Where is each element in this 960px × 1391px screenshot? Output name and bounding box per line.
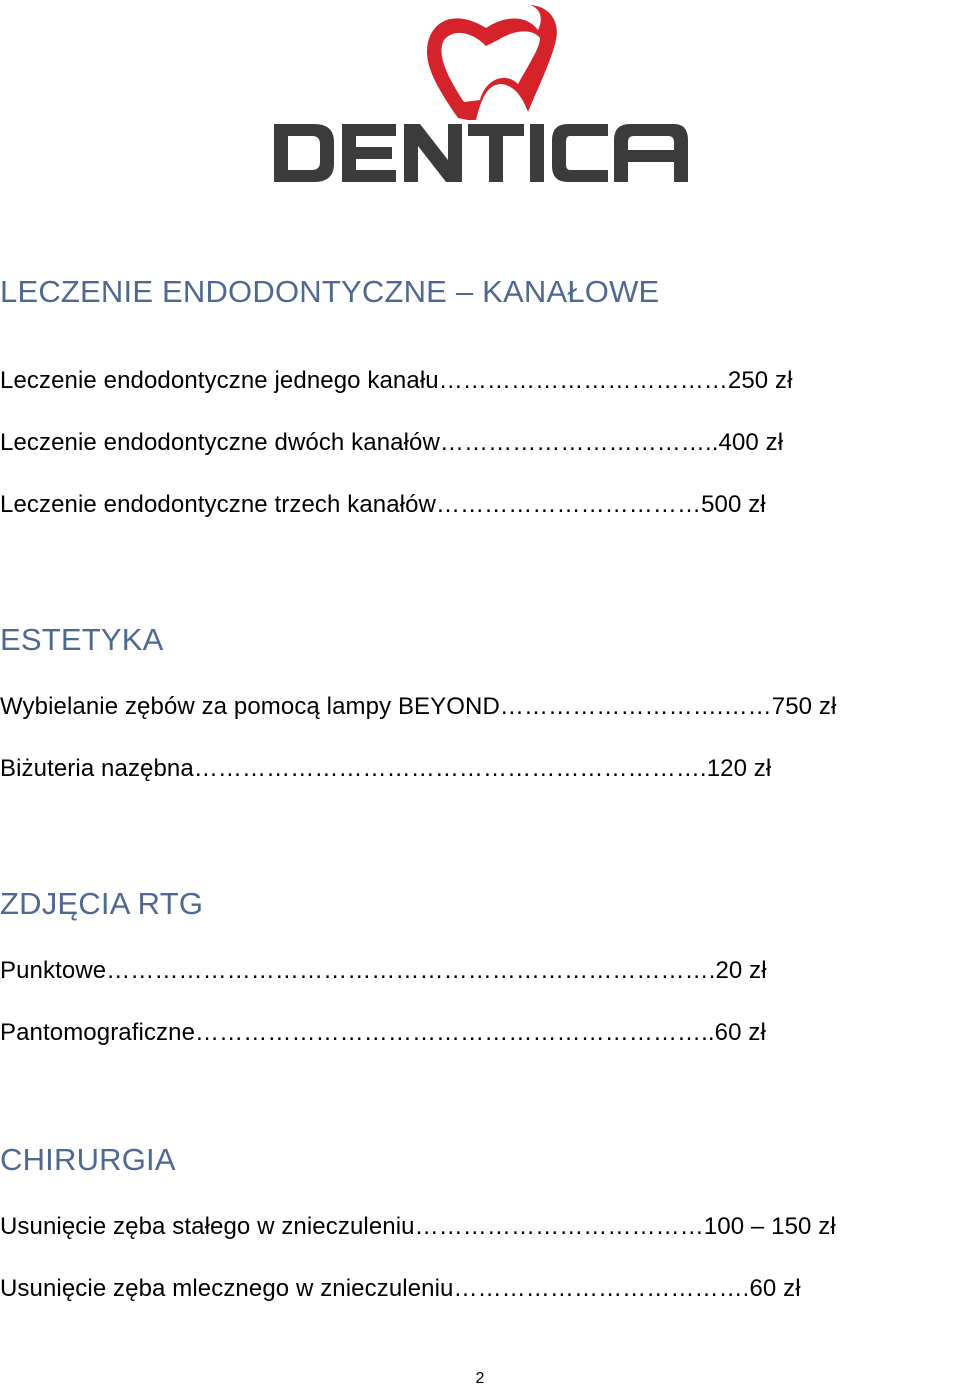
price-item-endo-two-canals: Leczenie endodontyczne dwóch kanałów……………………………..400 zł	[0, 429, 784, 456]
price-item-endo-three-canals: Leczenie endodontyczne trzech kanałów……………………………500 zł	[0, 491, 766, 518]
section-title-endodontics: LECZENIE ENDODONTYCZNE – KANAŁOWE	[0, 274, 660, 309]
tooth-icon	[427, 5, 557, 120]
price-item-dental-jewelry: Biżuteria nazębna……………………………………………………….120 zł	[0, 755, 772, 782]
price-item-xray-point: Punktowe………………………………………………………………….20 zł	[0, 957, 767, 984]
section-title-aesthetics: ESTETYKA	[0, 622, 164, 657]
page-number: 2	[475, 1370, 485, 1387]
section-title-surgery: CHIRURGIA	[0, 1142, 176, 1177]
price-item-extraction-permanent: Usunięcie zęba stałego w znieczuleniu………………………………100 – 150 zł	[0, 1213, 836, 1240]
dentica-logo-graphic	[268, 0, 694, 190]
price-item-xray-panoramic: Pantomograficzne………………………………………………………..60 zł	[0, 1019, 766, 1046]
dentica-logo	[268, 0, 694, 190]
section-title-xray: ZDJĘCIA RTG	[0, 886, 204, 921]
price-item-endo-one-canal: Leczenie endodontyczne jednego kanału………………………………250 zł	[0, 367, 793, 394]
price-item-whitening: Wybielanie zębów za pomocą lampy BEYOND……………………….……750 zł	[0, 693, 837, 720]
price-item-extraction-milk: Usunięcie zęba mlecznego w znieczuleniu……………………………….60 zł	[0, 1275, 801, 1302]
dentica-wordmark	[274, 124, 688, 182]
